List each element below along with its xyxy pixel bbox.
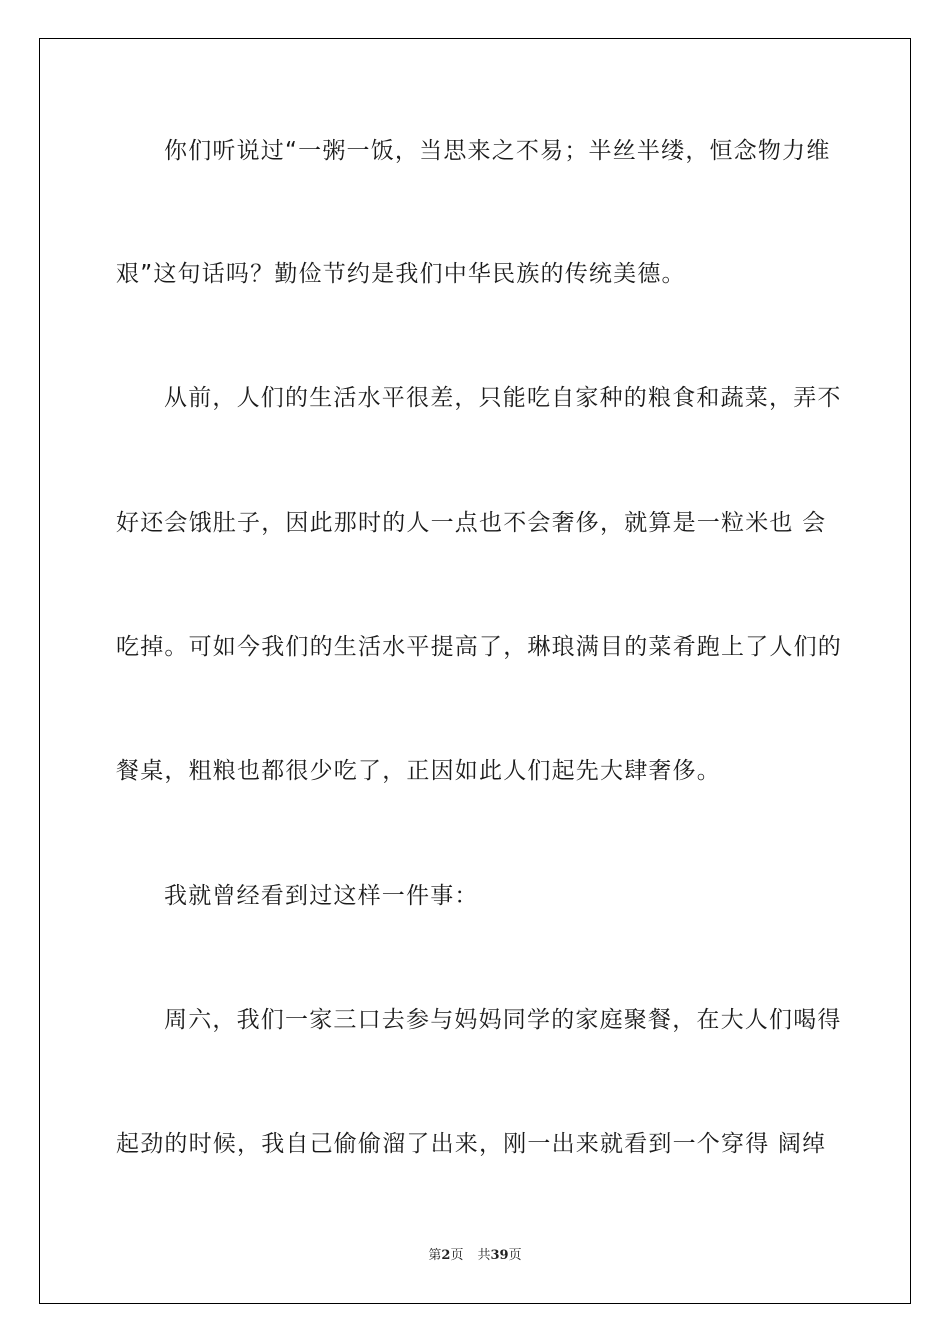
text-line-2: 艰”这句话吗？勤俭节约是我们中华民族的传统美德。 bbox=[116, 261, 686, 287]
page-footer bbox=[0, 1247, 950, 1265]
text-line-1: 你们听说过“一粥一饭，当思来之不易；半丝半缕，恒念物力维 bbox=[164, 138, 831, 164]
text-line-7: 我就曾经看到过这样一件事： bbox=[164, 883, 479, 909]
text-line-9: 起劲的时候，我自己偷偷溜了出来，刚一出来就看到一个穿得 阔绰 bbox=[116, 1131, 827, 1157]
total-suffix: 页 bbox=[508, 1248, 522, 1263]
page-prefix: 第 bbox=[428, 1248, 442, 1263]
text-line-8: 周六，我们一家三口去参与妈妈同学的家庭聚餐，在大人们喝得 bbox=[164, 1007, 842, 1033]
page-border bbox=[39, 38, 911, 1304]
page-number: 2 bbox=[441, 1248, 451, 1263]
text-line-3: 从前，人们的生活水平很差，只能吃自家种的粮食和蔬菜，弄不 bbox=[164, 385, 842, 411]
text-line-4: 好还会饿肚子，因此那时的人一点也不会奢侈，就算是一粒米也 会 bbox=[116, 510, 827, 536]
text-line-5: 吃掉。可如今我们的生活水平提高了，琳琅满目的菜肴跑上了人们的 bbox=[116, 634, 842, 660]
text-line-6: 餐桌，粗粮也都很少吃了，正因如此人们起先大肆奢侈。 bbox=[116, 758, 721, 784]
page-suffix: 页 bbox=[450, 1248, 464, 1263]
total-prefix: 共 bbox=[477, 1248, 491, 1263]
total-pages: 39 bbox=[490, 1248, 509, 1263]
